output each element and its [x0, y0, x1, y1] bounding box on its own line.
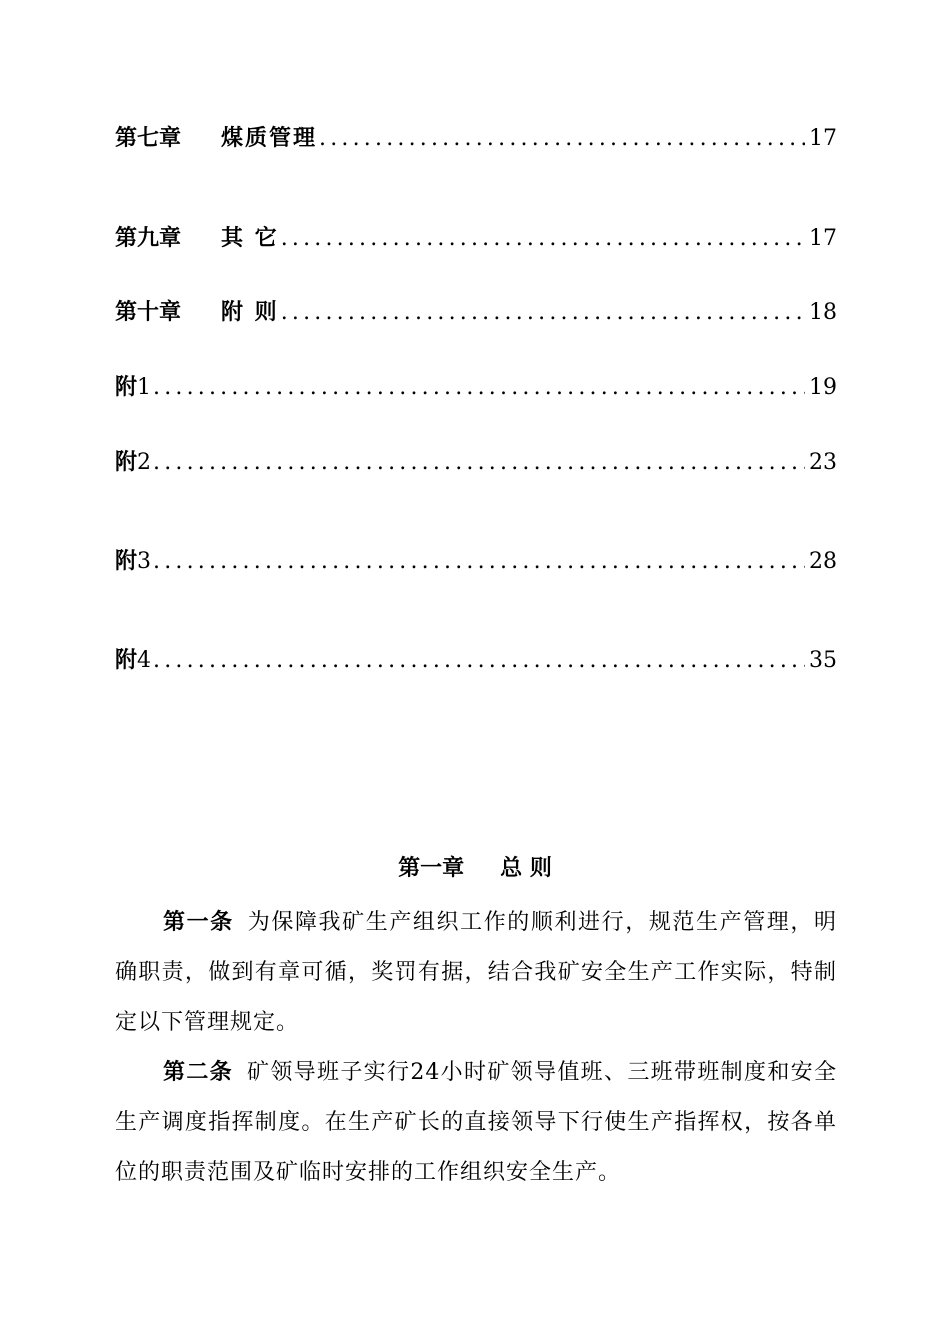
toc-entry-chapter-7[interactable] — [115, 124, 837, 154]
toc-entry-appendix-2[interactable] — [115, 448, 837, 478]
toc-appendix-label: 附 — [115, 648, 138, 673]
article-2 — [115, 1048, 837, 1198]
toc-chapter-title: 煤质管理 — [221, 126, 318, 151]
toc-chapter-number: 第九章 — [115, 226, 182, 251]
toc-leader-dots — [153, 373, 805, 403]
toc-appendix-label: 附 — [115, 375, 138, 400]
article-text: 为保障我矿生产组织工作的顺利进行，规范生产管理，明确职责，做到有章可循，奖罚有据，结合我矿安全生产工作实际，特制定以下管理规定。 — [115, 910, 837, 1035]
toc-chapter-number: 第七章 — [115, 126, 182, 151]
article-label: 第二条 — [163, 1060, 233, 1085]
toc-leader-dots — [153, 547, 805, 577]
toc-chapter-title: 附 则 — [221, 300, 279, 325]
toc-page-number: 35 — [809, 648, 837, 673]
toc-appendix-number: 3 — [137, 549, 152, 574]
toc-chapter-number: 第十章 — [115, 300, 182, 325]
toc-leader-dots — [281, 224, 805, 254]
toc-page-number: 19 — [809, 375, 837, 400]
toc-entry-chapter-10[interactable] — [115, 298, 837, 328]
toc-page-number: 18 — [809, 300, 837, 325]
toc-page-number: 28 — [809, 549, 837, 574]
toc-leader-dots — [281, 298, 805, 328]
chapter-number: 第一章 — [398, 856, 465, 881]
chapter-title: 总 则 — [500, 856, 552, 881]
article-text: 矿领导班子实行24小时矿领导值班、三班带班制度和安全生产调度指挥制度。在生产矿长的直接领导下行使生产指挥权，按各单位的职责范围及矿临时安排的工作组织安全生产。 — [115, 1060, 837, 1185]
toc-page-number: 17 — [809, 226, 837, 251]
toc-entry-appendix-1[interactable] — [115, 373, 837, 403]
toc-leader-dots — [319, 124, 805, 154]
toc-appendix-number: 1 — [137, 375, 152, 400]
toc-entry-appendix-3[interactable] — [115, 547, 837, 577]
toc-leader-dots — [153, 448, 805, 478]
toc-page-number: 23 — [809, 450, 837, 475]
toc-entry-chapter-9[interactable] — [115, 224, 837, 254]
toc-appendix-number: 4 — [137, 648, 152, 673]
article-1 — [115, 898, 837, 1048]
toc-entry-appendix-4[interactable] — [115, 646, 837, 676]
article-label: 第一条 — [163, 910, 234, 935]
toc-leader-dots — [153, 646, 805, 676]
toc-chapter-title: 其 它 — [221, 226, 279, 251]
toc-page-number: 17 — [809, 126, 837, 151]
toc-appendix-number: 2 — [137, 450, 152, 475]
toc-appendix-label: 附 — [115, 450, 138, 475]
toc-appendix-label: 附 — [115, 549, 138, 574]
chapter-heading — [0, 854, 950, 884]
